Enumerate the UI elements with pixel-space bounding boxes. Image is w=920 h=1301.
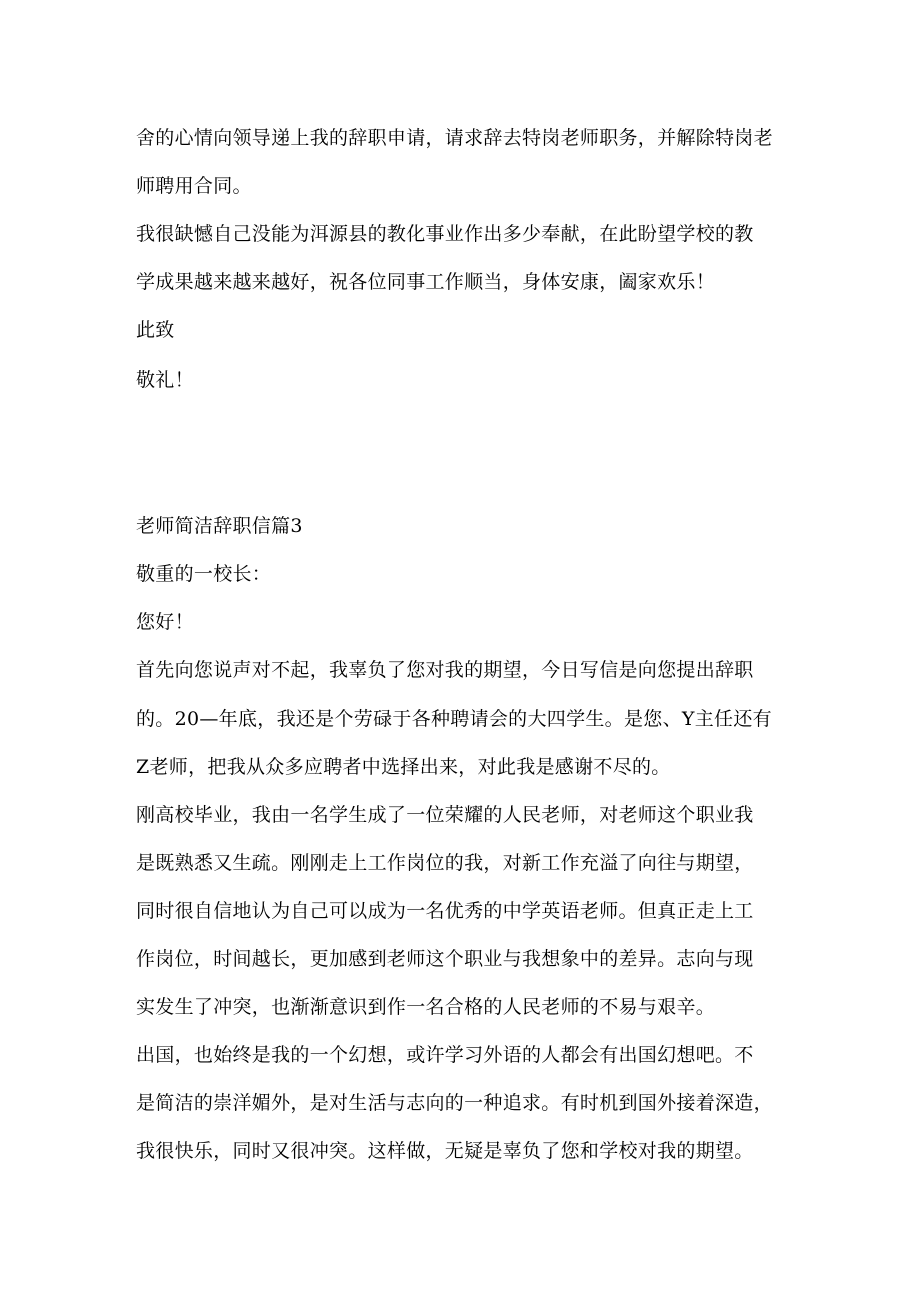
greeting: 您好！ (136, 611, 194, 633)
paragraph-line: 同时很自信地认为自己可以成为一名优秀的中学英语老师。但真正走上工 (136, 900, 754, 922)
closing-line: 此致 (136, 319, 175, 341)
salutation: 敬重的一校长： (136, 563, 272, 585)
paragraph-line: 出国，也始终是我的一个幻想，或许学习外语的人都会有出国幻想吧。不 (136, 1044, 754, 1066)
paragraph-line: 学成果越来越来越好，祝各位同事工作顺当，身体安康，阖家欢乐！ (136, 271, 716, 293)
paragraph-line: 师聘用合同。 (136, 175, 252, 197)
paragraph-line: 的。20—年底，我还是个劳碌于各种聘请会的大四学生。是您、Y主任还有 (136, 708, 772, 730)
paragraph-line: 舍的心情向领导递上我的辞职申请，请求辞去特岗老师职务，并解除特岗老 (136, 127, 773, 149)
paragraph-line: 是简洁的崇洋媚外，是对生活与志向的一种追求。有时机到国外接着深造， (136, 1092, 773, 1114)
paragraph-line: 作岗位，时间越长，更加感到老师这个职业与我想象中的差异。志向与现 (136, 948, 754, 970)
closing-line: 敬礼！ (136, 369, 194, 391)
paragraph-line: 刚高校毕业，我由一名学生成了一位荣耀的人民老师，对老师这个职业我 (136, 804, 754, 826)
paragraph-line: 我很快乐，同时又很冲突。这样做，无疑是辜负了您和学校对我的期望。 (136, 1140, 754, 1162)
paragraph-line: 是既熟悉又生疏。刚刚走上工作岗位的我，对新工作充溢了向往与期望， (136, 852, 754, 874)
paragraph-line: 我很缺憾自己没能为洱源县的教化事业作出多少奉献，在此盼望学校的教 (136, 223, 754, 245)
paragraph-line: Z老师，把我从众多应聘者中选择出来，对此我是感谢不尽的。 (136, 756, 671, 778)
paragraph-line: 实发生了冲突，也渐渐意识到作一名合格的人民老师的不易与艰辛。 (136, 996, 716, 1018)
section-title: 老师简洁辞职信篇3 (136, 515, 303, 537)
paragraph-line: 首先向您说声对不起，我辜负了您对我的期望，今日写信是向您提出辞职 (136, 659, 754, 681)
